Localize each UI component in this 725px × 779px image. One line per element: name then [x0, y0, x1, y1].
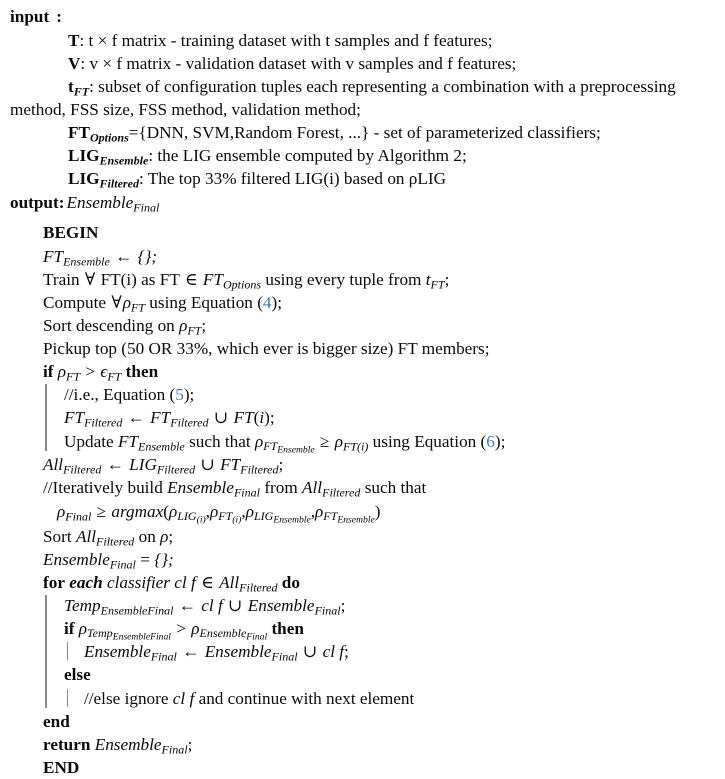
- input-LIGFiltered-symbol: LIG: [68, 168, 100, 188]
- for-body-block: [45, 594, 721, 710]
- input-V-text: : v × f matrix - validation dataset with v samples and f features;: [80, 53, 517, 73]
- if-body-block: [45, 383, 721, 456]
- stmt-all-filtered: All$_{Filtered}$ ← $LIG_{Filtered}$ ∪ $FT_{Filtered}$;: [43, 454, 284, 476]
- keyword-if: if: [43, 362, 54, 382]
- output-variable: Ensemble: [66, 193, 134, 213]
- equation-ref-5[interactable]: 5: [175, 385, 184, 405]
- stmt-if-rho-ft: if $\rho_{FT} > \epsilon_{FT}$ then: [43, 362, 159, 384]
- keyword-then-inner: then: [271, 619, 304, 639]
- input-item-LIGEnsemble: [10, 144, 721, 167]
- input-item-tFT: [10, 75, 721, 121]
- stmt-begin: BEGIN: [43, 223, 99, 243]
- input-item-T: [10, 29, 721, 52]
- input-LIGEnsemble-symbol: LIG: [68, 145, 100, 165]
- output-colon: :: [58, 193, 65, 213]
- input-item-FTOptions: [10, 121, 721, 144]
- keyword-for: for: [43, 572, 65, 592]
- stmt-compute-rho-ft: Compute $\forall\rho_{FT}$ using Equation (4);: [43, 292, 283, 315]
- input-section-header: [10, 6, 721, 29]
- stmt-init-ft-ensemble: $FT_{Ensemble}$ ← {};: [43, 246, 158, 268]
- stmt-end-for: end: [43, 711, 70, 731]
- output-section-header: [10, 191, 721, 214]
- input-LIGFiltered-text: : The top 33% filtered LIG(i) based on ρLIG: [138, 168, 447, 188]
- input-FTOptions-text: ={DNN, SVM,Random Forest, ...} - set of parameterized classifiers;: [128, 122, 601, 142]
- stmt-return: return Ensemble$_{Final}$;: [43, 734, 193, 757]
- stmt-train-ft: Train ∀ FT(i) as FT ∈ $FT_{Options}$ using every tuple from $t_{FT}$;: [43, 269, 450, 291]
- keyword-return: return: [43, 734, 91, 754]
- stmt-sort-descending: Sort descending on $\rho_{FT}$;: [43, 315, 207, 338]
- stmt-temp-ensemble: Temp$_{EnsembleFinal}$ ← cl f ∪ Ensemble$_{Final}$;: [64, 596, 346, 618]
- stmt-update-ft-ensemble: Update $FT_{Ensemble}$ such that $\rho_{FT_{Ensemble}} \ge \rho_{FT(i)}$ using Equation (6);: [64, 431, 506, 456]
- input-FTOptions-subscript: Options: [89, 130, 129, 145]
- stmt-if-temp: if $\rho_{Temp_{EnsembleFinal}} > \rho_{Ensemble_{Final}}$ then: [64, 619, 304, 643]
- stmt-end: END: [43, 757, 80, 777]
- input-colon: :: [56, 7, 62, 26]
- input-LIGFiltered-subscript: Filtered: [99, 176, 139, 191]
- keyword-do: do: [281, 572, 300, 592]
- stmt-comment-else: //else ignore cl f and continue with next element: [84, 688, 415, 708]
- stmt-argmax: $\rho_{Final} \ge argmax(\rho_{LIG_{(i)}},\rho_{FT_{(i)}},\rho_{LIG_{Ensemble}},\rho_{FT_{Ensemble}})$: [57, 501, 381, 526]
- input-tFT-symbol: t: [68, 76, 74, 96]
- algorithm-body: [10, 221, 721, 779]
- equation-ref-4[interactable]: 4: [262, 292, 272, 312]
- stmt-assign-ensemble: Ensemble$_{Final}$ ← Ensemble$_{Final}$ ∪ cl f;: [84, 642, 349, 664]
- input-label: input: [10, 7, 50, 26]
- stmt-ft-filtered-union: $FT_{Filtered}$ ← $FT_{Filtered}$ ∪ FT(i);: [64, 408, 275, 430]
- input-T-text: : t × f matrix - training dataset with t samples and f features;: [79, 30, 493, 50]
- input-tFT-text: : subset of configuration tuples each representing a combination with a preprocessing method, FSS size, FSS method, validation method;: [10, 76, 676, 119]
- output-label: output: [10, 193, 59, 213]
- input-LIGEnsemble-subscript: Ensemble: [99, 153, 149, 168]
- input-LIGEnsemble-text: : the LIG ensemble computed by Algorithm 2;: [148, 145, 467, 165]
- keyword-if-inner: if: [64, 619, 75, 639]
- input-item-LIGFiltered: [10, 167, 721, 190]
- input-item-V: [10, 52, 721, 75]
- stmt-pickup-top: Pickup top (50 OR 33%, which ever is bigger size) FT members;: [43, 339, 490, 359]
- stmt-comment-iterative: //Iteratively build Ensemble$_{Final}$ from All$_{Filtered}$ such that: [43, 477, 427, 500]
- input-FTOptions-symbol: FT: [68, 122, 90, 142]
- stmt-else: else: [64, 665, 91, 685]
- input-T-symbol: T: [68, 30, 80, 50]
- else-body-block: [67, 687, 721, 710]
- stmt-comment-eq5: //i.e., Equation (5);: [64, 385, 195, 405]
- keyword-then: then: [125, 362, 159, 382]
- input-V-symbol: V: [68, 53, 81, 73]
- input-tFT-subscript: FT: [73, 84, 90, 99]
- keyword-each: each: [69, 572, 103, 592]
- equation-ref-6[interactable]: 6: [486, 431, 495, 451]
- output-variable-subscript: Final: [133, 200, 160, 215]
- stmt-for-each: for each classifier cl f ∈ All$_{Filtered}$ do: [43, 572, 300, 595]
- stmt-sort-all-filtered: Sort All$_{Filtered}$ on ρ;: [43, 526, 174, 548]
- stmt-init-ensemble-final: Ensemble$_{Final}$ = {};: [43, 549, 174, 572]
- inner-if-body-block: [67, 640, 721, 663]
